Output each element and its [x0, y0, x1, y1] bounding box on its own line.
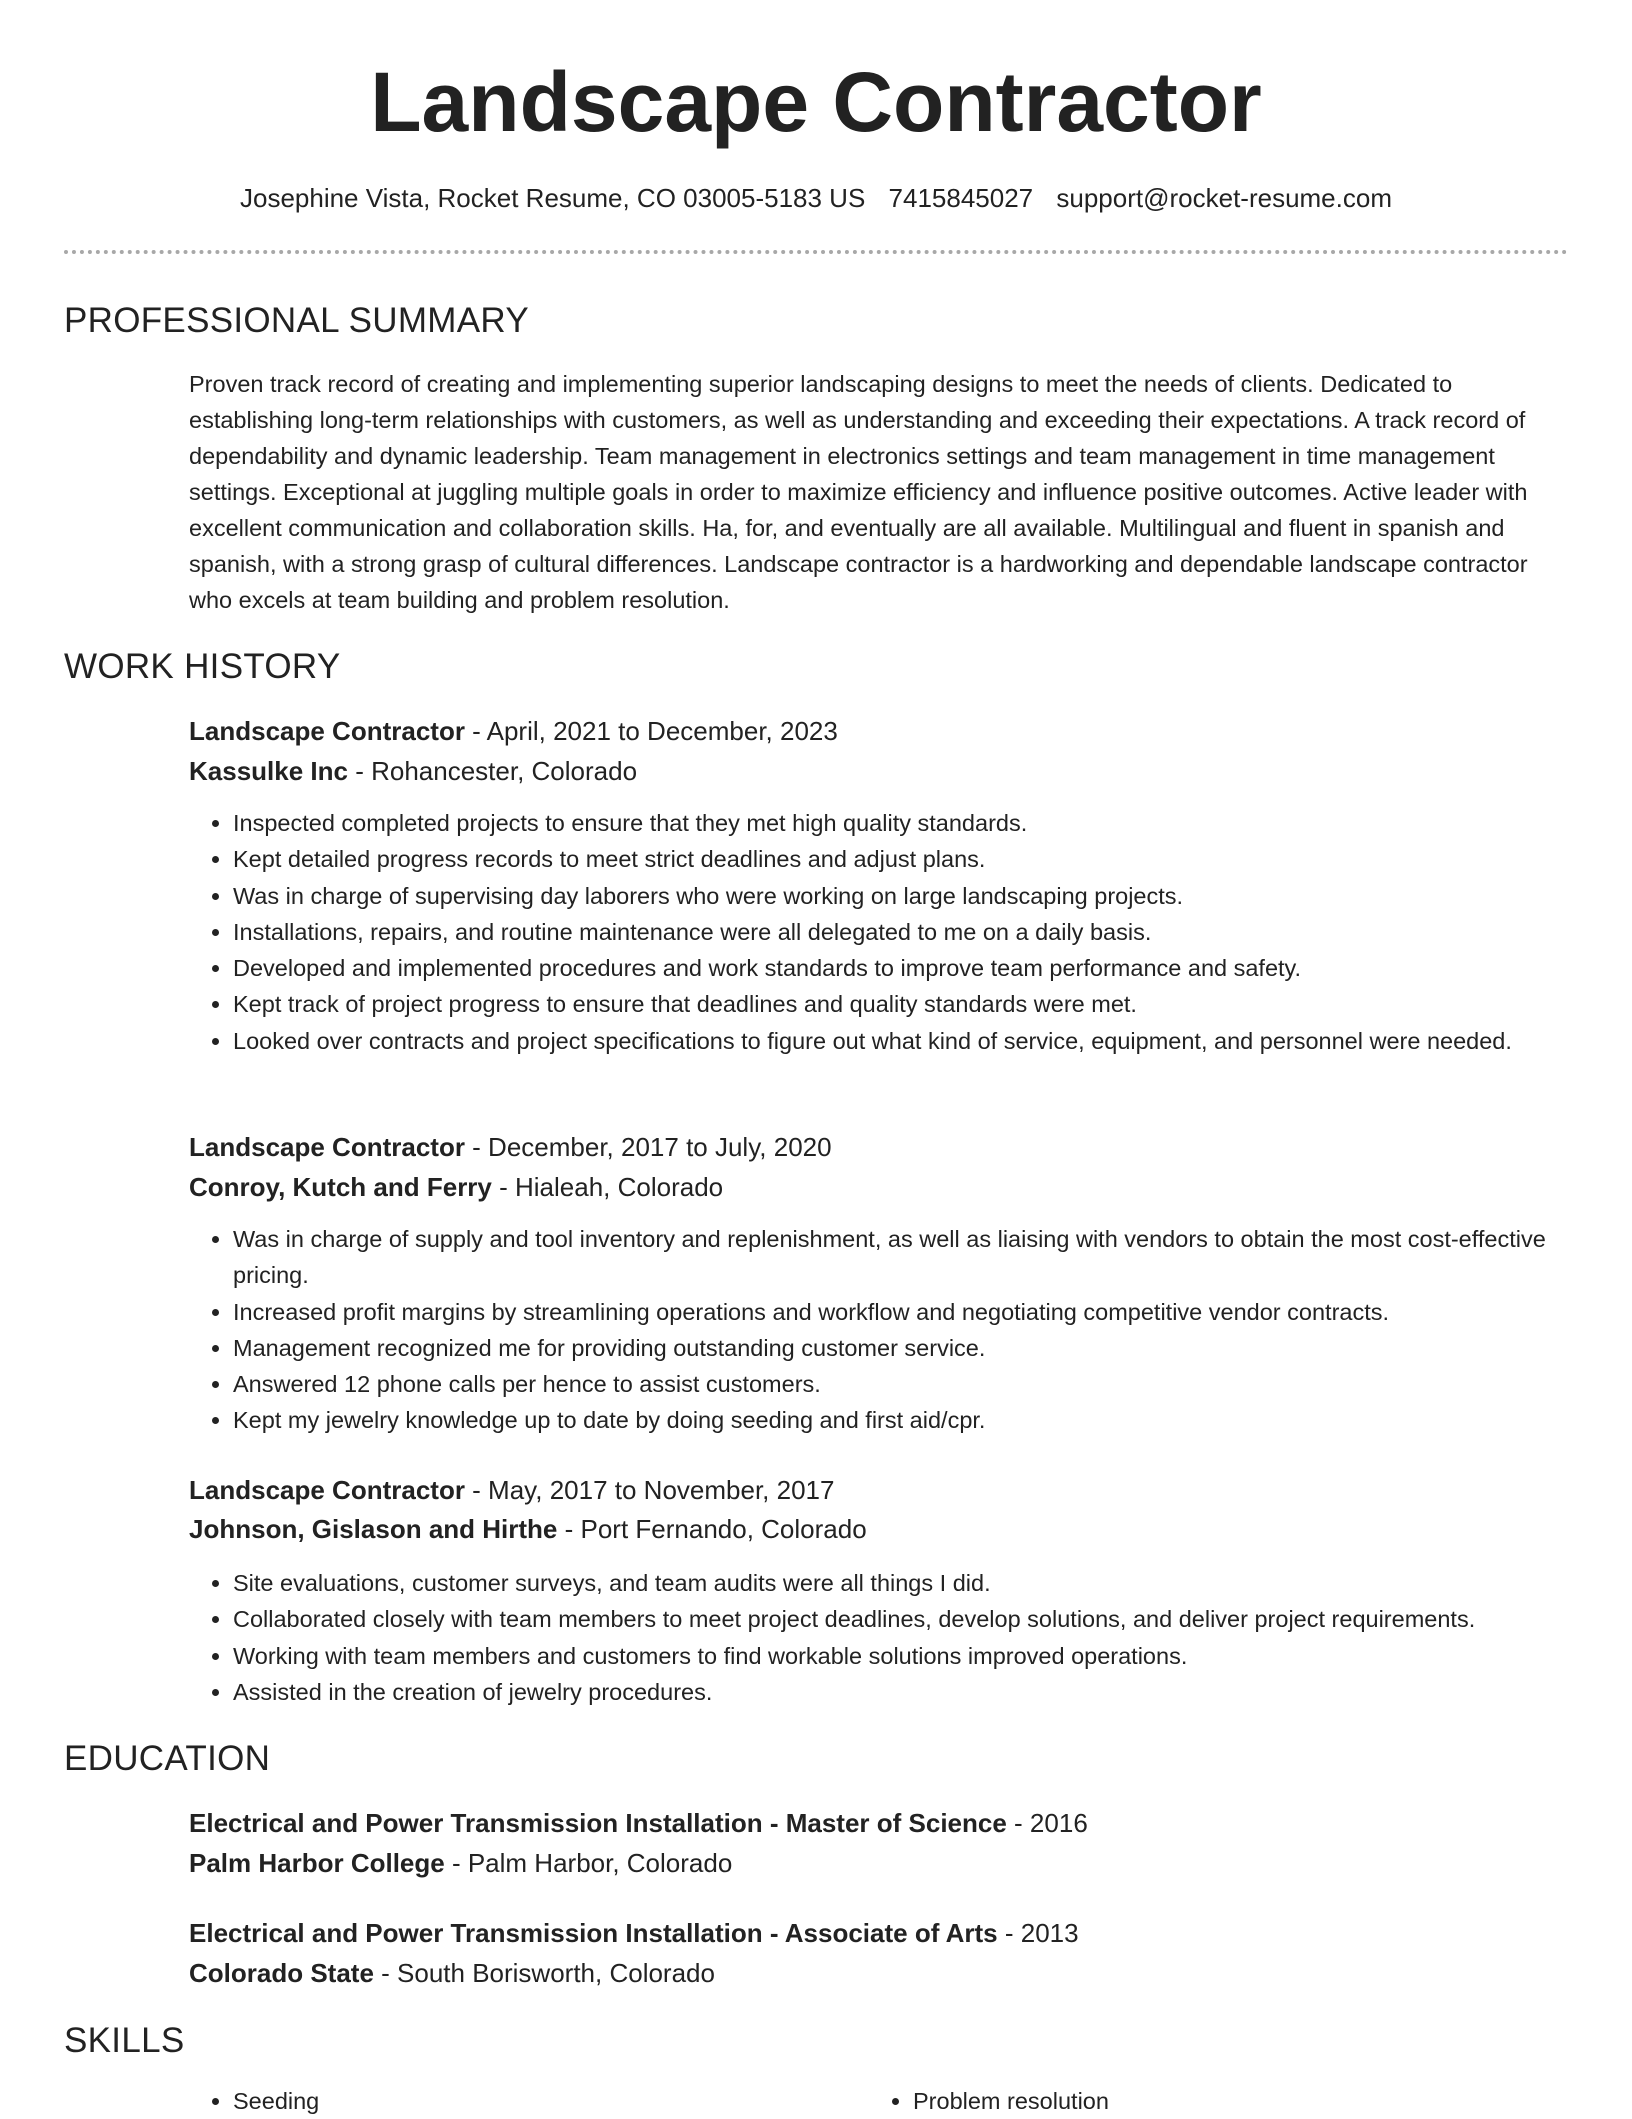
- job-dates: - December, 2017 to July, 2020: [464, 1132, 832, 1162]
- list-item: • Site evaluations, customer surveys, and team audits were all things I did.: [233, 1565, 1613, 1601]
- job-company: Johnson, Gislason and Hirthe: [189, 1514, 558, 1544]
- skills-list-right: [869, 2083, 1109, 2119]
- education-school: Palm Harbor College: [189, 1848, 445, 1878]
- job-title: Landscape Contractor: [189, 716, 465, 746]
- contact-phone[interactable]: 7415845027: [888, 183, 1034, 213]
- education-heading: EDUCATION: [64, 1739, 271, 1778]
- job-title-line: [189, 1129, 832, 1165]
- job-company-line: [189, 753, 637, 789]
- skills-list-left: [189, 2083, 319, 2119]
- job-company: Conroy, Kutch and Ferry: [189, 1172, 492, 1202]
- education-degree: Electrical and Power Transmission Installation - Master of Science: [189, 1808, 1007, 1838]
- list-item: • Was in charge of supply and tool inventory and replenishment, as well as liaising with vendors to obtain the most cost-effective pricing.: [233, 1221, 1613, 1294]
- job-bullets: [189, 1565, 1613, 1710]
- list-item: • Was in charge of supervising day laborers who were working on large landscaping projects.: [233, 878, 1613, 914]
- resume-title: Landscape Contractor: [370, 55, 1262, 149]
- contact-line: [0, 180, 1632, 216]
- list-item: • Answered 12 phone calls per hence to assist customers.: [233, 1366, 1613, 1402]
- summary-text: Proven track record of creating and implementing superior landscaping designs to meet the needs of clients. Dedicated to establishing long-term relationships with customers, as well as understanding and exceeding their expectations. A track record of dependability and dynamic leadership. Team management in electronics settings and team management in time management settings. Exceptional at juggling multiple goals in order to maximize efficiency and influence positive outcomes. Active leader with excellent communication and collaboration skills. Ha, for, and eventually are all available. Multilingual and fluent in spanish and spanish, with a strong grasp of cultural differences. Landscape contractor is a hardworking and dependable landscape contractor who excels at team building and problem resolution.: [189, 371, 1528, 613]
- job-title-line: [189, 713, 838, 749]
- list-item: • Problem resolution: [913, 2083, 1109, 2119]
- education-year: - 2013: [997, 1918, 1079, 1948]
- summary-heading: PROFESSIONAL SUMMARY: [64, 301, 529, 340]
- education-year: - 2016: [1006, 1808, 1088, 1838]
- job-title: Landscape Contractor: [189, 1475, 465, 1505]
- job-location: - Hialeah, Colorado: [491, 1172, 724, 1202]
- job-location: - Port Fernando, Colorado: [557, 1514, 867, 1544]
- education-school-line: [189, 1845, 732, 1881]
- education-school: Colorado State: [189, 1958, 374, 1988]
- contact-address: Josephine Vista, Rocket Resume, CO 03005-5183 US: [239, 183, 866, 213]
- list-item: • Collaborated closely with team members to meet project deadlines, develop solutions, and deliver project requirements.: [233, 1601, 1613, 1637]
- list-item: • Developed and implemented procedures and work standards to improve team performance and safety.: [233, 950, 1613, 986]
- education-location: - South Borisworth, Colorado: [373, 1958, 715, 1988]
- job-location: - Rohancester, Colorado: [347, 756, 638, 786]
- list-item: • Kept my jewelry knowledge up to date by doing seeding and first aid/cpr.: [233, 1402, 1613, 1438]
- list-item: • Inspected completed projects to ensure that they met high quality standards.: [233, 805, 1613, 841]
- list-item: • Installations, repairs, and routine maintenance were all delegated to me on a daily basis.: [233, 914, 1613, 950]
- job-company: Kassulke Inc: [189, 756, 348, 786]
- job-bullets: [189, 1221, 1613, 1439]
- education-location: - Palm Harbor, Colorado: [444, 1848, 733, 1878]
- job-bullets: [189, 805, 1613, 1059]
- job-dates: - April, 2021 to December, 2023: [464, 716, 838, 746]
- education-degree: Electrical and Power Transmission Installation - Associate of Arts: [189, 1918, 998, 1948]
- work-history-heading: WORK HISTORY: [64, 647, 341, 686]
- job-title: Landscape Contractor: [189, 1132, 465, 1162]
- header-divider: [64, 250, 1568, 254]
- list-item: • Assisted in the creation of jewelry procedures.: [233, 1674, 1613, 1710]
- job-dates: - May, 2017 to November, 2017: [464, 1475, 835, 1505]
- list-item: • Management recognized me for providing outstanding customer service.: [233, 1330, 1613, 1366]
- contact-email[interactable]: support@rocket-resume.com: [1056, 183, 1392, 213]
- list-item: • Increased profit margins by streamlining operations and workflow and negotiating competitive vendor contracts.: [233, 1294, 1613, 1330]
- list-item: • Kept detailed progress records to meet strict deadlines and adjust plans.: [233, 841, 1613, 877]
- job-title-line: [189, 1472, 834, 1508]
- job-company-line: [189, 1169, 723, 1205]
- education-degree-line: [189, 1805, 1088, 1841]
- education-degree-line: [189, 1915, 1079, 1951]
- education-school-line: [189, 1955, 715, 1991]
- list-item: • Kept track of project progress to ensure that deadlines and quality standards were met.: [233, 986, 1613, 1022]
- list-item: • Working with team members and customers to find workable solutions improved operations.: [233, 1638, 1613, 1674]
- skills-heading: SKILLS: [64, 2021, 185, 2060]
- list-item: • Looked over contracts and project specifications to figure out what kind of service, equipment, and personnel were needed.: [233, 1023, 1613, 1059]
- job-company-line: [189, 1511, 867, 1547]
- list-item: • Seeding: [233, 2083, 319, 2119]
